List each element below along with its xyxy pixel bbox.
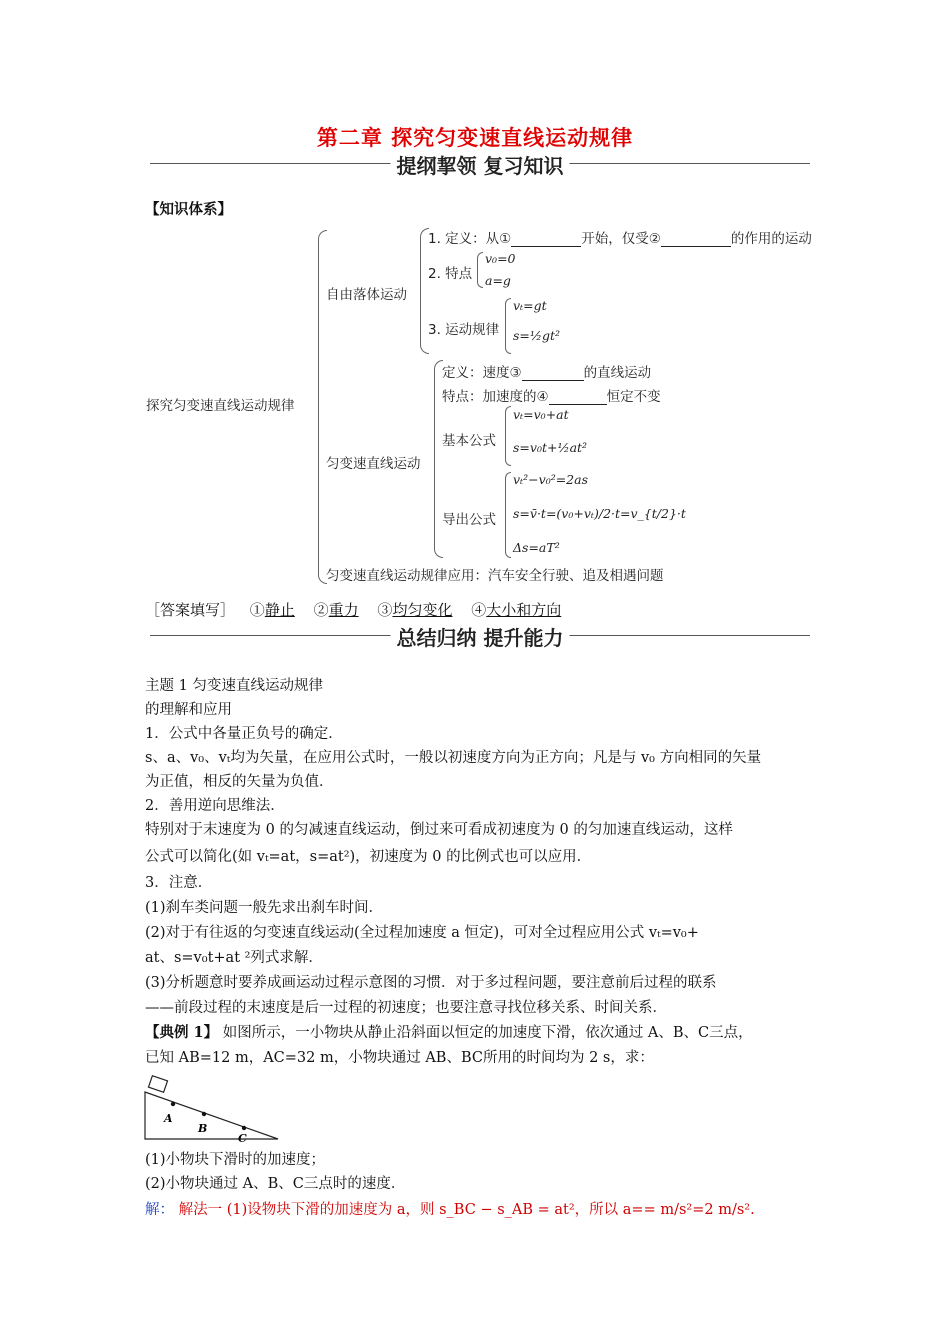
point-b-dot (202, 1112, 206, 1116)
answer-2-number: ② (313, 601, 329, 619)
point-c-dot (242, 1126, 246, 1130)
banner-review-label: 提纲挈领 复习知识 (391, 150, 570, 179)
feature-formula-1: v₀=0 (485, 251, 516, 266)
answer-1: 静止 (264, 601, 295, 619)
blank-2-number: ② (648, 231, 661, 247)
def-mid: 开始，仅受 (581, 231, 649, 247)
free-fall-law-label: 3. 运动规律 (428, 322, 500, 338)
derived-formula-2: s=v̄·t=(v₀+vₜ)/2·t=v_{t/2}·t (513, 506, 686, 521)
topic-p8: (1)刹车类问题一般先求出刹车时间． (145, 900, 384, 916)
blank-3 (522, 366, 584, 381)
sliding-block (148, 1076, 167, 1093)
knowledge-heading: 【知识体系】 (145, 201, 232, 218)
topic-p2: s、a、v₀、vₜ均为矢量，在应用公式时，一般以初速度方向为正方向；凡是与 v₀ 方向相同的矢量 (145, 750, 762, 766)
answer-3: 均匀变化 (392, 601, 453, 619)
topic-p9: (2)对于有往返的匀变速直线运动(全过程加速度 a 恒定)，可对全过程应用公式 vₜ=v₀+ (145, 925, 699, 941)
solution-label: 解： (145, 1202, 174, 1218)
example-line1 (145, 1021, 753, 1045)
uniform-feature (442, 385, 661, 405)
point-a-dot (171, 1102, 175, 1106)
blank-3-number: ③ (509, 365, 522, 381)
answer-3-number: ③ (377, 601, 393, 619)
feature-brace (477, 252, 483, 288)
udef-suffix: 的直线运动 (583, 365, 652, 381)
answer-4-number: ④ (471, 601, 487, 619)
derived-brace (505, 472, 511, 558)
point-a-label: A (164, 1112, 173, 1125)
law-brace (505, 298, 511, 354)
law-formula-2: s=½gt² (513, 328, 561, 343)
basic-formula-2: s=v₀t+½at² (513, 440, 588, 455)
blank-4-number: ④ (536, 389, 549, 405)
law-formula-1: vₜ=gt (513, 298, 547, 313)
section-banner-summary (150, 622, 810, 648)
topic-p11: (3)分析题意时要养成画运动过程示意图的习惯．对于多过程问题，要注意前后过程的联系 (145, 975, 717, 991)
blank-1 (511, 232, 581, 247)
def-prefix: 1. 定义：从 (428, 231, 500, 247)
derived-formula-3: Δs=aT² (513, 540, 560, 555)
free-fall-definition (428, 227, 812, 247)
question-1: (1)小物块下滑时的加速度； (145, 1152, 326, 1168)
solution-method: 解法一 (178, 1202, 223, 1218)
topic-p3: 为正值，相反的矢量为负值． (145, 774, 334, 790)
point-b-label: B (198, 1122, 208, 1135)
tree-root: 探究匀变速直线运动规律 (146, 398, 295, 414)
blank-1-number: ① (499, 231, 512, 247)
basic-formula-label: 基本公式 (442, 433, 496, 449)
answers-label: ［答案填写］ (145, 601, 236, 619)
topic-p6: 公式可以简化(如 vₜ=at，s=at²)，初速度为 0 的比例式也可以应用． (145, 849, 592, 865)
derived-formula-label: 导出公式 (442, 512, 496, 528)
answer-4: 大小和方向 (486, 601, 562, 619)
tree-uniform-motion: 匀变速直线运动 (326, 456, 421, 472)
topic-p7: 3．注意． (145, 875, 213, 891)
topic-p10: at、s=v₀t+at ²列式求解． (145, 950, 323, 966)
udef-prefix: 定义：速度 (442, 365, 510, 381)
topic-p4: 2．善用逆向思维法． (145, 798, 285, 814)
free-fall-feature-label: 2. 特点 (428, 266, 473, 282)
question-2: (2)小物块通过 A、B、C三点时的速度． (145, 1176, 406, 1192)
solution-line (145, 1198, 755, 1222)
point-c-label: C (238, 1132, 247, 1144)
topic-title: 主题 1 匀变速直线运动规律 (145, 678, 323, 694)
topic-p5: 特别对于末速度为 0 的匀减速直线运动，倒过来可看成初速度为 0 的匀加速直线运动，这样 (145, 822, 733, 838)
section-banner-review (150, 150, 810, 176)
def-suffix: 的作用的运动 (730, 231, 812, 247)
ufeat-prefix: 特点：加速度的 (442, 389, 537, 405)
ufeat-suffix: 恒定不变 (606, 389, 661, 405)
answer-1-number: ① (249, 601, 265, 619)
solution-text: (1)设物块下滑的加速度为 a，则 s_BC − s_AB = at²，所以 a== m/s²=2 m/s². (222, 1202, 755, 1218)
basic-brace (505, 406, 511, 466)
tree-application: 匀变速直线运动规律应用：汽车安全行驶、追及相遇问题 (326, 568, 664, 584)
feature-formula-2: a=g (485, 273, 511, 288)
blank-2 (661, 232, 731, 247)
example-line2: 已知 AB=12 m，AC=32 m，小物块通过 AB、BC所用的时间均为 2 s，求： (145, 1050, 654, 1066)
uniform-definition (442, 361, 651, 381)
derived-formula-1: vₜ²−v₀²=2as (513, 472, 589, 487)
incline-figure (140, 1074, 285, 1144)
banner-summary-label: 总结归纳 提升能力 (391, 622, 570, 651)
tree-free-fall: 自由落体运动 (326, 287, 407, 303)
topic-p1: 1．公式中各量正负号的确定． (145, 726, 343, 742)
example-text1: 如图所示，一小物块从静止沿斜面以恒定的加速度下滑，依次通过 A、B、C三点， (218, 1025, 753, 1041)
answer-2: 重力 (328, 601, 359, 619)
example-label: 【典例 1】 (145, 1024, 219, 1041)
answer-line (145, 598, 561, 622)
chapter-title: 第二章 探究匀变速直线运动规律 (316, 126, 634, 150)
topic-title-line2: 的理解和应用 (145, 702, 232, 718)
topic-p12: ——前段过程的末速度是后一过程的初速度；也要注意寻找位移关系、时间关系． (145, 1000, 667, 1016)
blank-4 (549, 390, 607, 405)
basic-formula-1: vₜ=v₀+at (513, 407, 569, 422)
